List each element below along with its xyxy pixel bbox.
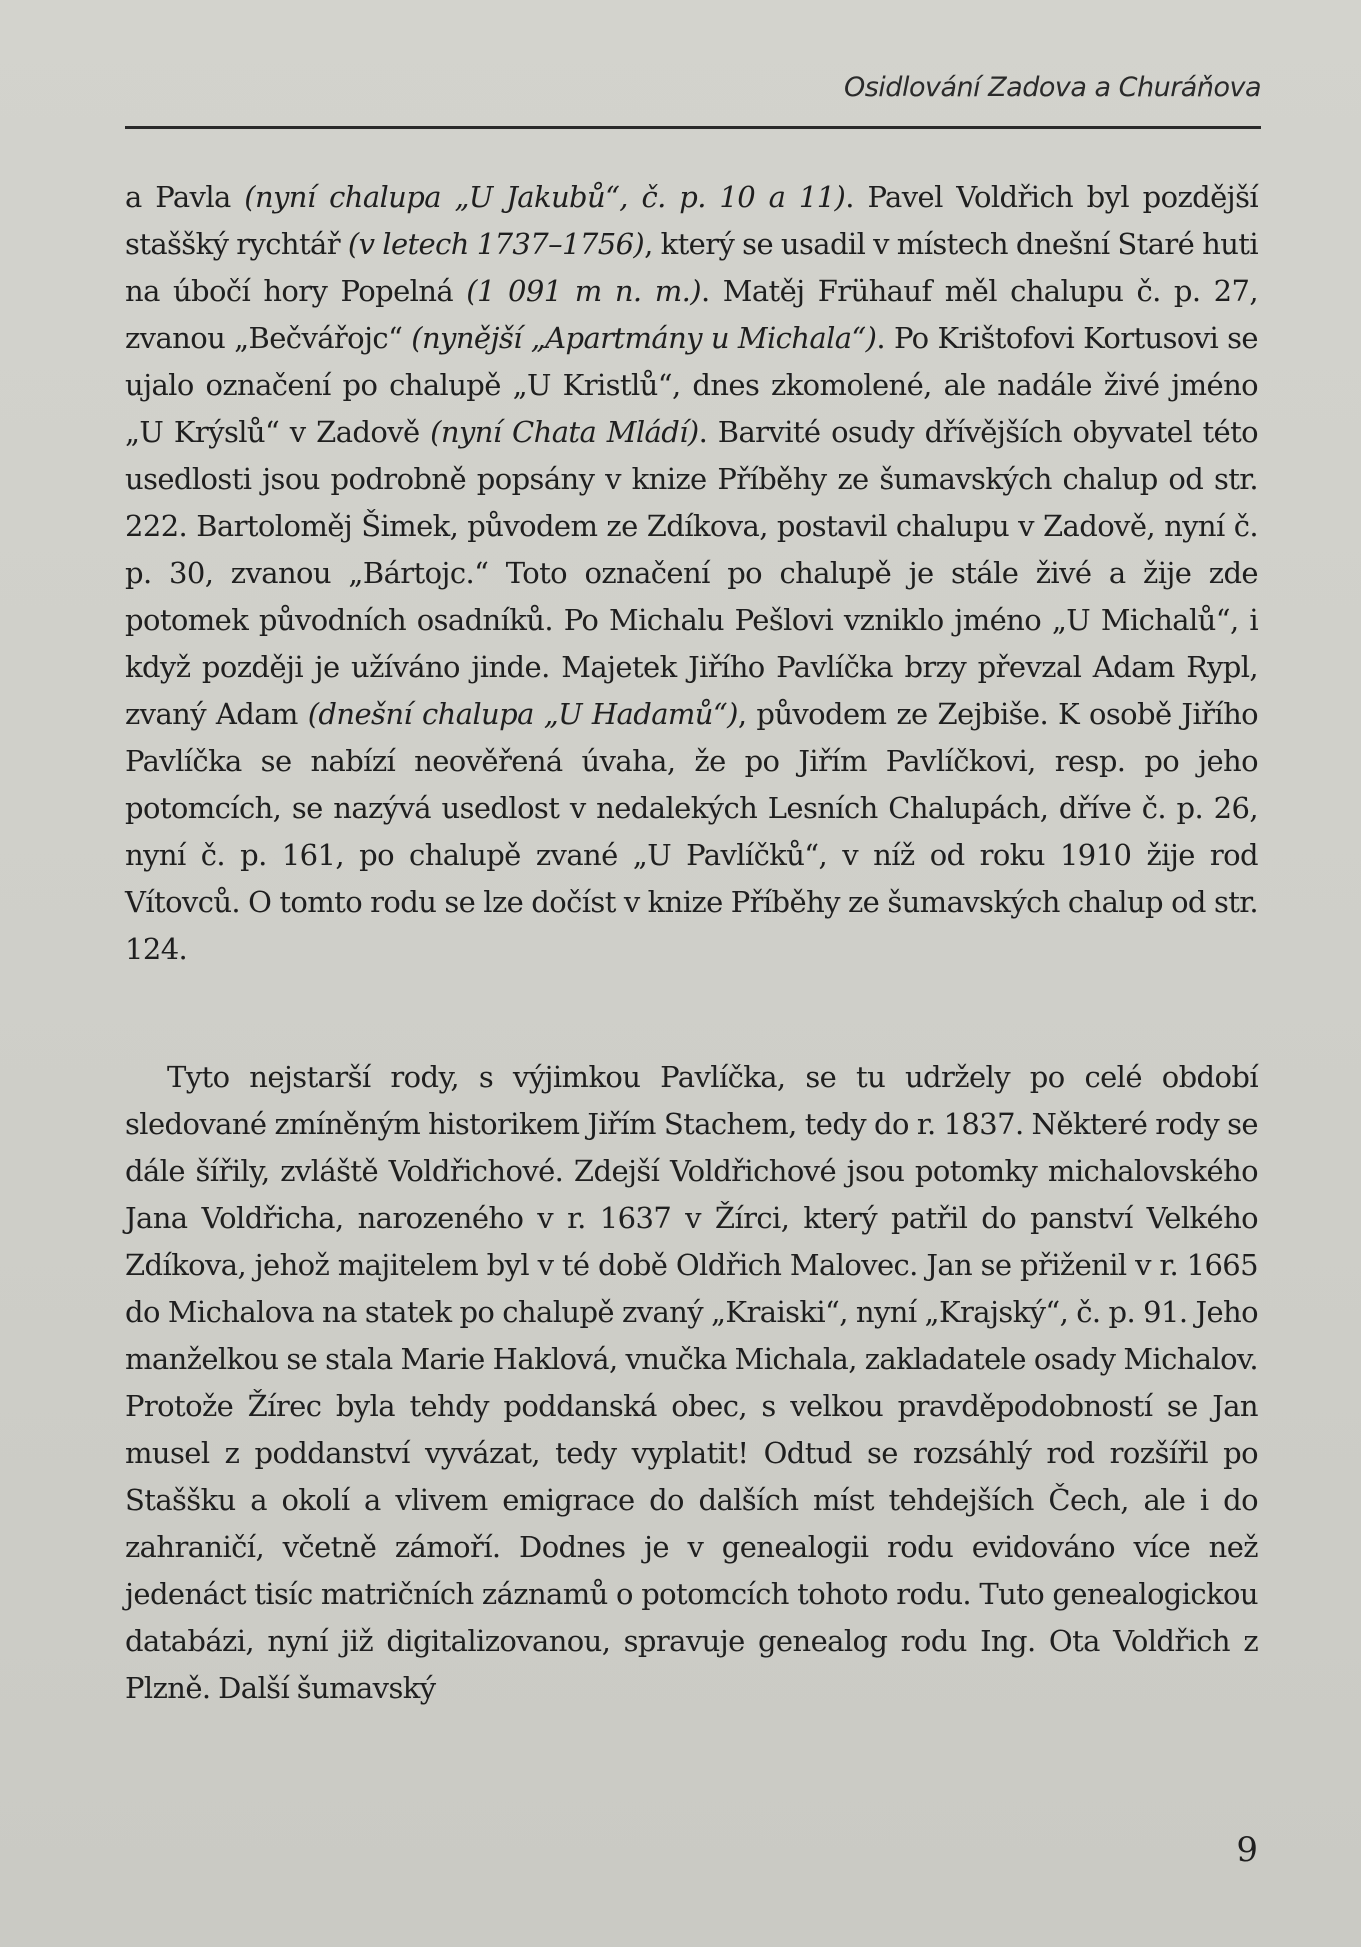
text-span: a Pavla: [125, 180, 245, 214]
paragraph-2: Tyto nejstarší rody, s výjimkou Pavlíčka, se tu udržely po celé období sledované zmíněným historikem Jiřím Stachem, tedy do r. 1837. Některé rody se dále šířily, zvláště Voldřichové. Zdejší Voldřichové jsou potomky michalovského Jana Voldřicha, narozeného v r. 1637 v Žírci, který patřil do panství Velkého Zdíkova, jehož majitelem byl v té době Oldřich Malovec. Jan se přiženil v r. 1665 do Michalova na statek po chalupě zvaný „Kraiski“, nyní „Krajský“, č. p. 91. Jeho manželkou se stala Marie Haklová, vnučka Michala, zakladatele osady Michalov. Protože Žírec byla tehdy poddanská obec, s velkou pravděpodobností se Jan musel z poddanství vyvázat, tedy vyplatit! Odtud se rozsáhlý rod rozšířil po Staššku a okolí a vlivem emigrace do dalších míst tehdejších Čech, ale i do zahraničí, včetně zámoří. Dodnes je v genealogii rodu evidováno více než jedenáct tisíc matričních záznamů o potomcích tohoto rodu. Tuto genealogickou databázi, nyní již digitalizovanou, spravuje genealog rodu Ing. Ota Voldřich z Plzně. Další šumavský: [125, 1060, 1258, 1705]
text-span: . Po Krištofovi Kortusovi se ujalo označení po chalupě „U Kristlů“, dnes zkomolené, ale nadále živé jméno „U Krýslů“ v Zadově: [125, 321, 1258, 449]
text-span: . Pavel Voldřich byl pozdější staššký rychtář: [125, 180, 1259, 261]
text-span: , který se usadil v místech dnešní Staré huti na úbočí hory Popelná: [125, 227, 1258, 308]
italic-note: (v letech 1737–1756): [347, 227, 645, 261]
page-number: 9: [1236, 1830, 1258, 1870]
italic-note: (nyní Chata Mládí): [430, 415, 699, 449]
italic-note: (nynější „Apartmány u Michala“): [411, 321, 877, 355]
italic-note: (dnešní chalupa „U Hadamů“): [307, 697, 738, 731]
text-span: . Matěj Frühauf měl chalupu č. p. 27, zvanou „Bečvářojc“: [125, 274, 1259, 355]
text-span: . Barvité osudy dřívějších obyvatel této usedlosti jsou podrobně popsány v knize Příběhy ze šumavských chalup od str. 222. Bartoloměj Šimek, původem ze Zdíkova, postavil chalupu v Zadově, nyní č. p. 30, zvanou „Bártojc.“ Toto označení po chalupě je stále živé a žije zde potomek původních osadníků. Po Michalu Pešlovi vzniklo jméno „U Michalů“, i když později je užíváno jinde. Majetek Jiřího Pavlíčka brzy převzal Adam Rypl, zvaný Adam: [125, 415, 1258, 731]
text-span: , původem ze Zejbiše. K osobě Jiřího Pavlíčka se nabízí neověřená úvaha, že po Jiřím Pavlíčkovi, resp. po jeho potomcích, se nazývá usedlost v nedalekých Lesních Chalupách, dříve č. p. 26, nyní č. p. 161, po chalupě zvané „U Pavlíčků“, v níž od roku 1910 žije rod Vítovců. O tomto rodu se lze dočíst v knize Příběhy ze šumavských chalup od str. 124.: [125, 697, 1259, 966]
header-rule: [125, 126, 1261, 129]
running-header: Osidlování Zadova a Churáňova: [843, 72, 1261, 103]
italic-note: (nyní chalupa „U Jakubů“, č. p. 10 a 11): [244, 180, 846, 214]
paragraph-1: [125, 174, 1258, 973]
italic-note: (1 091 m n. m.): [466, 274, 701, 308]
